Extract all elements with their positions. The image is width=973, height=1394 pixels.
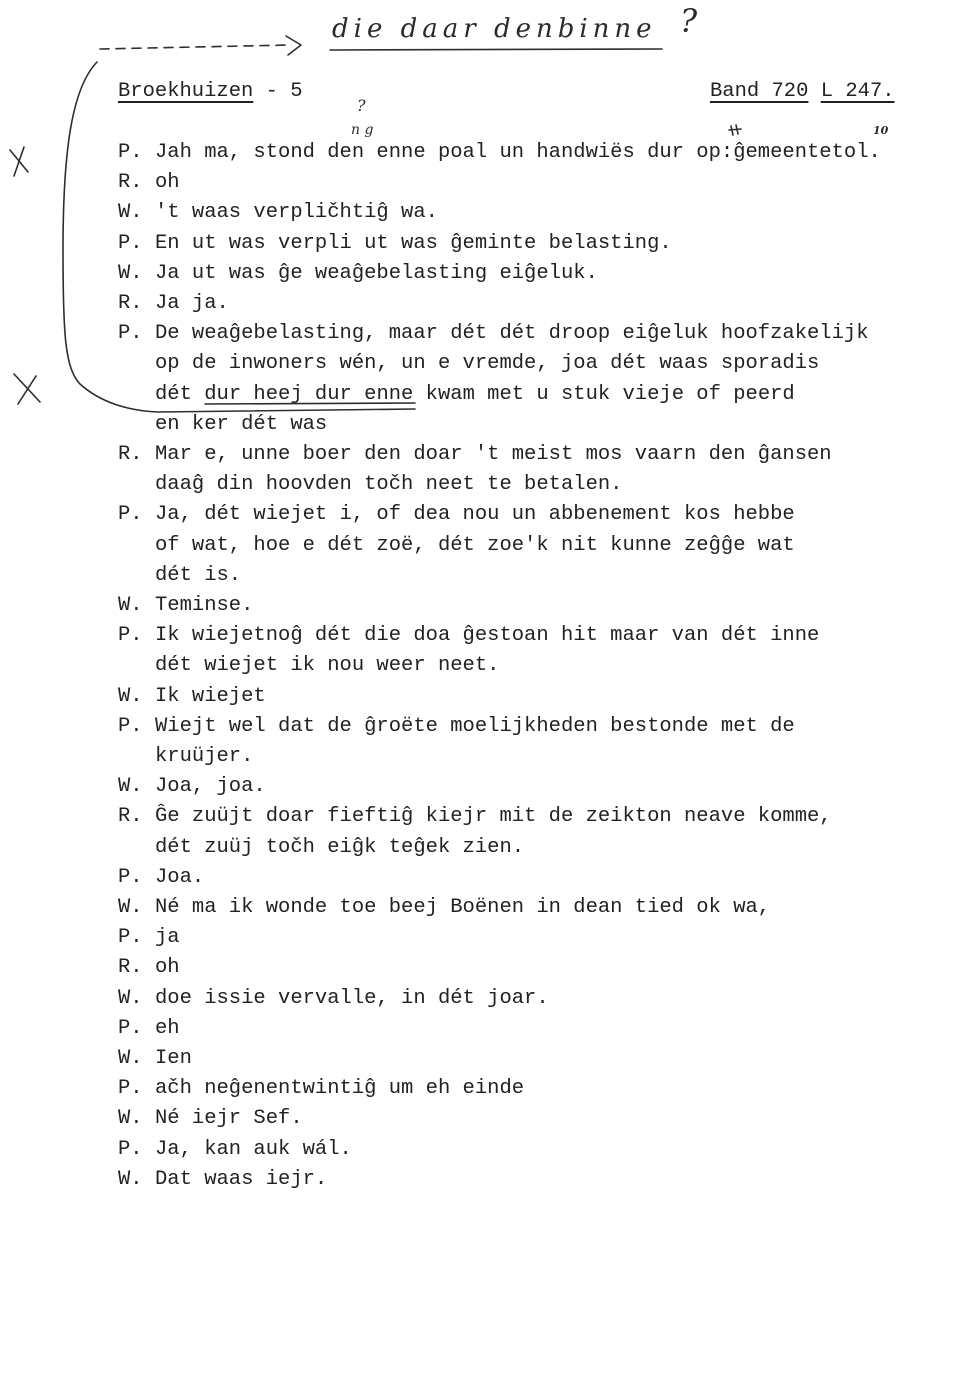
speaker: R. <box>118 805 143 828</box>
transcript-line <box>118 802 832 832</box>
speaker: W. <box>118 685 143 708</box>
location-name: Broekhuizen <box>118 80 254 103</box>
speaker: P. <box>118 503 143 526</box>
speaker: R. <box>118 956 143 979</box>
line-text: Joa. <box>155 866 205 889</box>
line-text: Ja, dét wiejet i, of dea nou un abbenement kos hebbe <box>155 503 795 526</box>
transcript-line-continued <box>118 470 622 500</box>
speaker: W. <box>118 1107 143 1130</box>
margin-x-mark-1 <box>10 147 28 176</box>
line-text: En ut was verpli ut was ĝeminte belasting. <box>155 232 672 255</box>
handwritten-corner-number: 10 <box>873 124 889 137</box>
transcript-line-continued <box>118 380 795 410</box>
line-text: Ĝe zuüjt doar fieftiĝ kiejr mit de zeikton neave komme, <box>155 805 832 828</box>
handwritten-top-note: die daar denbinne <box>332 14 657 44</box>
transcript-line <box>118 168 180 198</box>
line-text: Ien <box>155 1047 192 1070</box>
line-text: Né ma ik wonde toe beej Boënen in dean tied ok wa, <box>155 896 771 919</box>
line-text-after: kwam met u stuk vieje of peerd <box>413 383 795 406</box>
line-text: Né iejr Sef. <box>155 1107 303 1130</box>
dashed-arrow-line <box>100 45 290 49</box>
line-text: dét is. <box>155 564 242 587</box>
speaker: P. <box>118 1138 143 1161</box>
speaker: R. <box>118 171 143 194</box>
transcript-line-continued <box>118 651 499 681</box>
transcript-line <box>118 500 795 530</box>
line-text-underlined: dur heej dur enne <box>204 383 414 406</box>
transcript-line <box>118 893 770 923</box>
line-text: Teminse. <box>155 594 254 617</box>
speaker: W. <box>118 987 143 1010</box>
transcript-line-continued <box>118 561 241 591</box>
speaker: R. <box>118 443 143 466</box>
transcript-line <box>118 712 795 742</box>
transcript-line <box>118 591 253 621</box>
margin-x-mark-2 <box>14 374 40 404</box>
line-text: op de inwoners wén, un e vremde, joa dét waas sporadis <box>155 352 820 375</box>
handwritten-correction-above-den: n g <box>351 122 374 138</box>
line-text: ja <box>155 926 180 949</box>
line-text: 't waas verpličhtiĝ wa. <box>155 201 438 224</box>
transcript-line <box>118 863 204 893</box>
line-text-before: dét <box>155 383 205 406</box>
line-text: Wiejt wel dat de ĝroëte moelijkheden bestonde met de <box>155 715 795 738</box>
line-text: Ja ja. <box>155 292 229 315</box>
transcript-line <box>118 440 832 470</box>
speaker: R. <box>118 292 143 315</box>
line-text: oh <box>155 956 180 979</box>
transcript-line <box>118 289 229 319</box>
transcript-line <box>118 1165 327 1195</box>
top-note-underline <box>330 49 662 50</box>
speaker: W. <box>118 775 143 798</box>
transcript-line-continued <box>118 410 327 440</box>
line-text: Ik wiejetnoĝ dét die doa ĝestoan hit maar van dét inne <box>155 624 820 647</box>
transcript-line-continued <box>118 833 524 863</box>
header-band <box>710 77 895 107</box>
speaker: W. <box>118 594 143 617</box>
line-text: of wat, hoe e dét zoë, dét zoe'k nit kunne zeĝĝe wat <box>155 534 795 557</box>
transcript-line <box>118 953 180 983</box>
line-text: Jah ma, stond den enne poal un handwiës dur op:ĝemeentetol. <box>155 141 881 164</box>
transcript-line <box>118 984 549 1014</box>
transcript-line-continued <box>118 531 795 561</box>
transcript-line <box>118 138 881 168</box>
transcript-line <box>118 772 266 802</box>
handwritten-question-above-den: ? <box>357 96 366 115</box>
transcript-line <box>118 229 672 259</box>
speaker: W. <box>118 1047 143 1070</box>
transcript-line-continued <box>118 742 253 772</box>
line-text: Ja ut was ĝe weaĝebelasting eiĝeluk. <box>155 262 598 285</box>
line-text: Joa, joa. <box>155 775 266 798</box>
transcript-line <box>118 1135 352 1165</box>
arrow-head-icon <box>286 36 301 55</box>
line-text: en ker dét was <box>155 413 328 436</box>
speaker: W. <box>118 201 143 224</box>
speaker: P. <box>118 141 143 164</box>
transcript-line <box>118 682 266 712</box>
transcript-line <box>118 1014 180 1044</box>
location-suffix: - 5 <box>253 80 303 103</box>
speaker: P. <box>118 624 143 647</box>
line-text: dét wiejet ik nou weer neet. <box>155 654 500 677</box>
speaker: P. <box>118 715 143 738</box>
page-reference: L 247. <box>820 80 895 103</box>
line-text: doe issie vervalle, in dét joar. <box>155 987 549 1010</box>
transcript-line <box>118 621 819 651</box>
line-text: ačh neĝenentwintiĝ um eh einde <box>155 1077 525 1100</box>
small-mark-above-line <box>729 125 741 135</box>
line-text: kruüjer. <box>155 745 254 768</box>
speaker: W. <box>118 896 143 919</box>
line-text: oh <box>155 171 180 194</box>
speaker: P. <box>118 866 143 889</box>
transcript-line <box>118 259 598 289</box>
transcript-line-continued <box>118 349 819 379</box>
transcript-line <box>118 1104 303 1134</box>
line-text: eh <box>155 1017 180 1040</box>
speaker: P. <box>118 232 143 255</box>
line-text: De weaĝebelasting, maar dét dét droop eiĝeluk hoofzakelijk <box>155 322 869 345</box>
handwritten-top-question: ? <box>680 2 698 40</box>
transcript-line <box>118 1044 192 1074</box>
line-text: daaĝ din hoovden točh neet te betalen. <box>155 473 623 496</box>
speaker: W. <box>118 262 143 285</box>
line-text: Ik wiejet <box>155 685 266 708</box>
speaker: P. <box>118 926 143 949</box>
line-text: dét zuüj točh eiĝk teĝek zien. <box>155 836 525 859</box>
speaker: P. <box>118 322 143 345</box>
header-location <box>118 77 303 107</box>
band-number: Band 720 <box>710 80 809 103</box>
line-text: Mar e, unne boer den doar 't meist mos vaarn den ĝansen <box>155 443 832 466</box>
line-text: Ja, kan auk wál. <box>155 1138 352 1161</box>
transcript-line <box>118 923 180 953</box>
transcript-line <box>118 1074 524 1104</box>
speaker: P. <box>118 1077 143 1100</box>
speaker: P. <box>118 1017 143 1040</box>
speaker: W. <box>118 1168 143 1191</box>
transcript-line <box>118 198 438 228</box>
transcript-line <box>118 319 869 349</box>
line-text: Dat waas iejr. <box>155 1168 328 1191</box>
